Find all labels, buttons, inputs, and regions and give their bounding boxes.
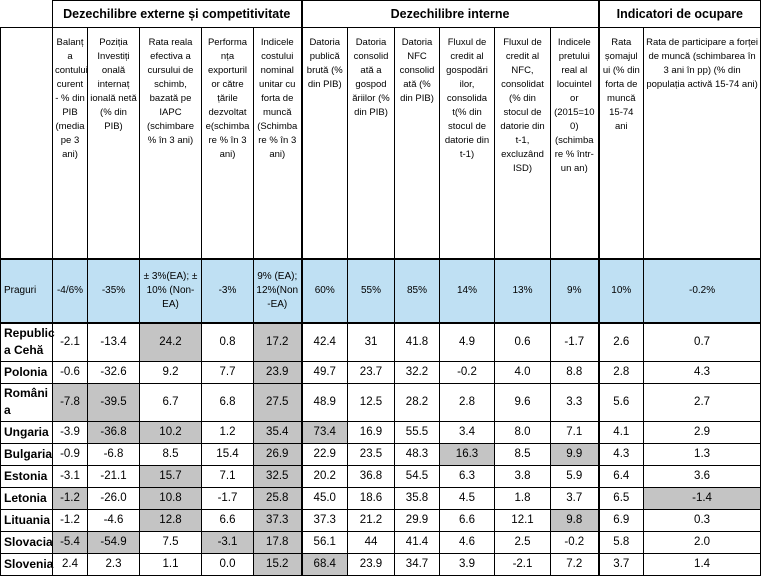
table-cell: 1.8 [495, 487, 551, 509]
table-cell: -4.6 [88, 509, 140, 531]
table-cell: 0.0 [202, 553, 254, 575]
table-cell: 0.7 [644, 323, 761, 361]
table-cell: -13.4 [88, 323, 140, 361]
table-cell: 35.4 [254, 421, 302, 443]
table-cell: 4.3 [599, 443, 644, 465]
table-cell: 3.3 [551, 383, 599, 421]
table-cell: -1.4 [644, 487, 761, 509]
table-cell: 41.8 [395, 323, 440, 361]
threshold-value: 55% [348, 259, 395, 323]
table-cell: 0.3 [644, 509, 761, 531]
table-cell: 16.3 [440, 443, 495, 465]
table-cell: 2.8 [440, 383, 495, 421]
table-cell: 45.0 [302, 487, 348, 509]
table-cell: 3.7 [599, 553, 644, 575]
table-cell: 2.6 [599, 323, 644, 361]
table-cell: 12.5 [348, 383, 395, 421]
table-cell: 8.8 [551, 361, 599, 383]
table-cell: 56.1 [302, 531, 348, 553]
country-name: Lituania [1, 509, 53, 531]
table-cell: 27.5 [254, 383, 302, 421]
table-cell: 5.8 [599, 531, 644, 553]
column-header-label: Fluxul de credit al gospodări ilor, consolida t(% din stocul de datorie din t-1) [444, 37, 490, 160]
column-header-label: Datoria consolid ată a gospod ăriilor (% din PIB) [352, 37, 390, 118]
table-cell: 12.8 [140, 509, 202, 531]
table-cell: -54.9 [88, 531, 140, 553]
table-cell: 55.5 [395, 421, 440, 443]
table-cell: 8.5 [140, 443, 202, 465]
table-cell: 3.8 [495, 465, 551, 487]
threshold-label: Praguri [1, 259, 53, 323]
table-cell: 4.0 [495, 361, 551, 383]
table-cell: 36.8 [348, 465, 395, 487]
country-name: Republic a Cehă [1, 323, 53, 361]
table-cell: 6.9 [599, 509, 644, 531]
table-cell: 1.2 [202, 421, 254, 443]
table-cell: -7.8 [53, 383, 88, 421]
threshold-value: 10% [599, 259, 644, 323]
column-header [53, 28, 88, 260]
table-cell: 6.3 [440, 465, 495, 487]
column-header [551, 28, 599, 260]
table-cell: 2.4 [53, 553, 88, 575]
table-cell: -1.7 [202, 487, 254, 509]
threshold-value: -35% [88, 259, 140, 323]
column-header-label: Datoria NFC consolid ată (% din PIB) [399, 37, 435, 104]
table-cell: 73.4 [302, 421, 348, 443]
table-cell: 7.5 [140, 531, 202, 553]
table-cell: 28.2 [395, 383, 440, 421]
column-header-label: Performa nța exporturil or către țările dezvoltat e(schimba re % în 3 ani) [205, 37, 250, 160]
table-cell: 35.8 [395, 487, 440, 509]
table-cell: 6.6 [440, 509, 495, 531]
table-cell: -2.1 [495, 553, 551, 575]
table-cell: 10.2 [140, 421, 202, 443]
column-header [395, 28, 440, 260]
table-cell: -3.9 [53, 421, 88, 443]
column-header [254, 28, 302, 260]
table-cell: 17.2 [254, 323, 302, 361]
table-row [1, 465, 761, 487]
table-cell: 3.7 [551, 487, 599, 509]
table-cell: 7.7 [202, 361, 254, 383]
table-cell: -6.8 [88, 443, 140, 465]
country-name: Bulgaria [1, 443, 53, 465]
table-cell: 0.6 [495, 323, 551, 361]
group-header-external: Dezechilibre externe și competitivitate [53, 1, 302, 28]
corner-cell [1, 1, 53, 28]
table-cell: -1.2 [53, 509, 88, 531]
threshold-value: -0.2% [644, 259, 761, 323]
table-cell: 4.5 [440, 487, 495, 509]
column-header [644, 28, 761, 260]
table-cell: 9.2 [140, 361, 202, 383]
table-cell: -1.7 [551, 323, 599, 361]
table-cell: -0.2 [440, 361, 495, 383]
table-cell: 37.3 [254, 509, 302, 531]
column-header [302, 28, 348, 260]
table-cell: 4.6 [440, 531, 495, 553]
table-cell: 5.9 [551, 465, 599, 487]
column-header-label: Indicele costului nominal unitar cu forta de muncă (Schimba re % în 3 ani) [257, 37, 298, 160]
column-header-label: Rata reala efectiva a cursului de schimb, bazată pe IAPC (schimbare % în 3 ani) [147, 37, 194, 146]
column-header-label: Fluxul de credit al NFC, consolidat (% din stocul de datorie din t-1, excluzând ISD) [500, 37, 545, 174]
column-header-label: Poziția Investiți onală internaț ională netă (% din PIB) [90, 37, 137, 132]
table-cell: 6.5 [599, 487, 644, 509]
table-cell: 9.9 [551, 443, 599, 465]
table-cell: 10.8 [140, 487, 202, 509]
column-header-label: Rata șomajul ui (% din forta de muncă 15-74 ani [602, 37, 640, 132]
table-cell: -36.8 [88, 421, 140, 443]
table-cell: -26.0 [88, 487, 140, 509]
table-cell: 32.5 [254, 465, 302, 487]
table-cell: 7.2 [551, 553, 599, 575]
table-cell: 8.5 [495, 443, 551, 465]
table-cell: 49.7 [302, 361, 348, 383]
table-cell: 22.9 [302, 443, 348, 465]
table-cell: 3.9 [440, 553, 495, 575]
threshold-row [1, 259, 761, 323]
table-cell: 9.6 [495, 383, 551, 421]
table-cell: 37.3 [302, 509, 348, 531]
threshold-value: 9% [551, 259, 599, 323]
country-name: Letonia [1, 487, 53, 509]
country-name: Estonia [1, 465, 53, 487]
table-cell: 15.4 [202, 443, 254, 465]
table-cell: 7.1 [551, 421, 599, 443]
column-header [440, 28, 495, 260]
table-cell: 24.2 [140, 323, 202, 361]
country-name: Români a [1, 383, 53, 421]
row-label-header [1, 28, 53, 260]
table-cell: 3.6 [644, 465, 761, 487]
table-cell: 23.9 [254, 361, 302, 383]
table-cell: 20.2 [302, 465, 348, 487]
table-row [1, 323, 761, 361]
table-cell: 1.1 [140, 553, 202, 575]
table-row [1, 531, 761, 553]
table-cell: -0.9 [53, 443, 88, 465]
table-cell: 23.7 [348, 361, 395, 383]
threshold-value: -4/6% [53, 259, 88, 323]
table-cell: 29.9 [395, 509, 440, 531]
table-row [1, 487, 761, 509]
threshold-value: 13% [495, 259, 551, 323]
table-cell: 2.3 [88, 553, 140, 575]
country-name: Ungaria [1, 421, 53, 443]
column-header-label: Datoria publică brută (% din PIB) [306, 37, 343, 90]
column-header-row [1, 28, 761, 260]
table-cell: 48.9 [302, 383, 348, 421]
table-cell: 1.4 [644, 553, 761, 575]
threshold-value: 85% [395, 259, 440, 323]
column-header [599, 28, 644, 260]
table-row [1, 553, 761, 575]
table-cell: 2.9 [644, 421, 761, 443]
table-cell: 18.6 [348, 487, 395, 509]
table-cell: 23.5 [348, 443, 395, 465]
table-cell: -3.1 [202, 531, 254, 553]
table-cell: 31 [348, 323, 395, 361]
table-cell: 54.5 [395, 465, 440, 487]
table-cell: 16.9 [348, 421, 395, 443]
table-cell: -0.2 [551, 531, 599, 553]
table-cell: 1.3 [644, 443, 761, 465]
table-cell: -0.6 [53, 361, 88, 383]
table-cell: 42.4 [302, 323, 348, 361]
table-cell: 21.2 [348, 509, 395, 531]
table-row [1, 443, 761, 465]
table-cell: 41.4 [395, 531, 440, 553]
table-cell: 6.4 [599, 465, 644, 487]
table-cell: -5.4 [53, 531, 88, 553]
table-cell: 23.9 [348, 553, 395, 575]
table-cell: 48.3 [395, 443, 440, 465]
table-cell: 17.8 [254, 531, 302, 553]
threshold-value: 9% (EA); 12%(Non -EA) [254, 259, 302, 323]
table-cell: -2.1 [53, 323, 88, 361]
table-cell: 6.8 [202, 383, 254, 421]
table-cell: 2.0 [644, 531, 761, 553]
column-header [495, 28, 551, 260]
table-cell: 3.4 [440, 421, 495, 443]
country-name: Polonia [1, 361, 53, 383]
table-cell: 12.1 [495, 509, 551, 531]
table-cell: 4.9 [440, 323, 495, 361]
table-cell: 2.8 [599, 361, 644, 383]
table-cell: 5.6 [599, 383, 644, 421]
table-cell: 4.1 [599, 421, 644, 443]
table-cell: -3.1 [53, 465, 88, 487]
table-row [1, 383, 761, 421]
table-cell: 26.9 [254, 443, 302, 465]
table-cell: -21.1 [88, 465, 140, 487]
table-cell: -1.2 [53, 487, 88, 509]
table-cell: 25.8 [254, 487, 302, 509]
column-header-label: Indicele pretului real al locuintel or (2015=10 0) (schimba re % într-un an) [554, 37, 595, 174]
table-cell: 0.8 [202, 323, 254, 361]
table-cell: 32.2 [395, 361, 440, 383]
table-cell: 44 [348, 531, 395, 553]
threshold-value: -3% [202, 259, 254, 323]
threshold-value: 14% [440, 259, 495, 323]
column-header [88, 28, 140, 260]
group-header-internal: Dezechilibre interne [302, 1, 599, 28]
table-cell: 2.7 [644, 383, 761, 421]
table-cell: 34.7 [395, 553, 440, 575]
table-cell: 8.0 [495, 421, 551, 443]
threshold-value: ± 3%(EA); ± 10% (Non-EA) [140, 259, 202, 323]
column-header [140, 28, 202, 260]
table-cell: 6.6 [202, 509, 254, 531]
table-cell: 2.5 [495, 531, 551, 553]
table-cell: 15.2 [254, 553, 302, 575]
column-header-label: Balanț a contului curent - % din PIB (media pe 3 ani) [55, 37, 88, 160]
threshold-value: 60% [302, 259, 348, 323]
table-row [1, 421, 761, 443]
group-header-employment: Indicatori de ocupare [599, 1, 761, 28]
table-cell: 15.7 [140, 465, 202, 487]
table-cell: -32.6 [88, 361, 140, 383]
column-header-label: Rata de participare a forței de muncă (schimbarea în 3 ani în pp) (% din populația activă 15-74 ani) [646, 37, 759, 90]
table-cell: 7.1 [202, 465, 254, 487]
table-cell: -39.5 [88, 383, 140, 421]
table-cell: 4.3 [644, 361, 761, 383]
table-row [1, 361, 761, 383]
column-header [348, 28, 395, 260]
country-name: Slovacia [1, 531, 53, 553]
column-header [202, 28, 254, 260]
table-cell: 6.7 [140, 383, 202, 421]
country-name: Slovenia [1, 553, 53, 575]
table-cell: 9.8 [551, 509, 599, 531]
table-cell: 68.4 [302, 553, 348, 575]
table-row [1, 509, 761, 531]
